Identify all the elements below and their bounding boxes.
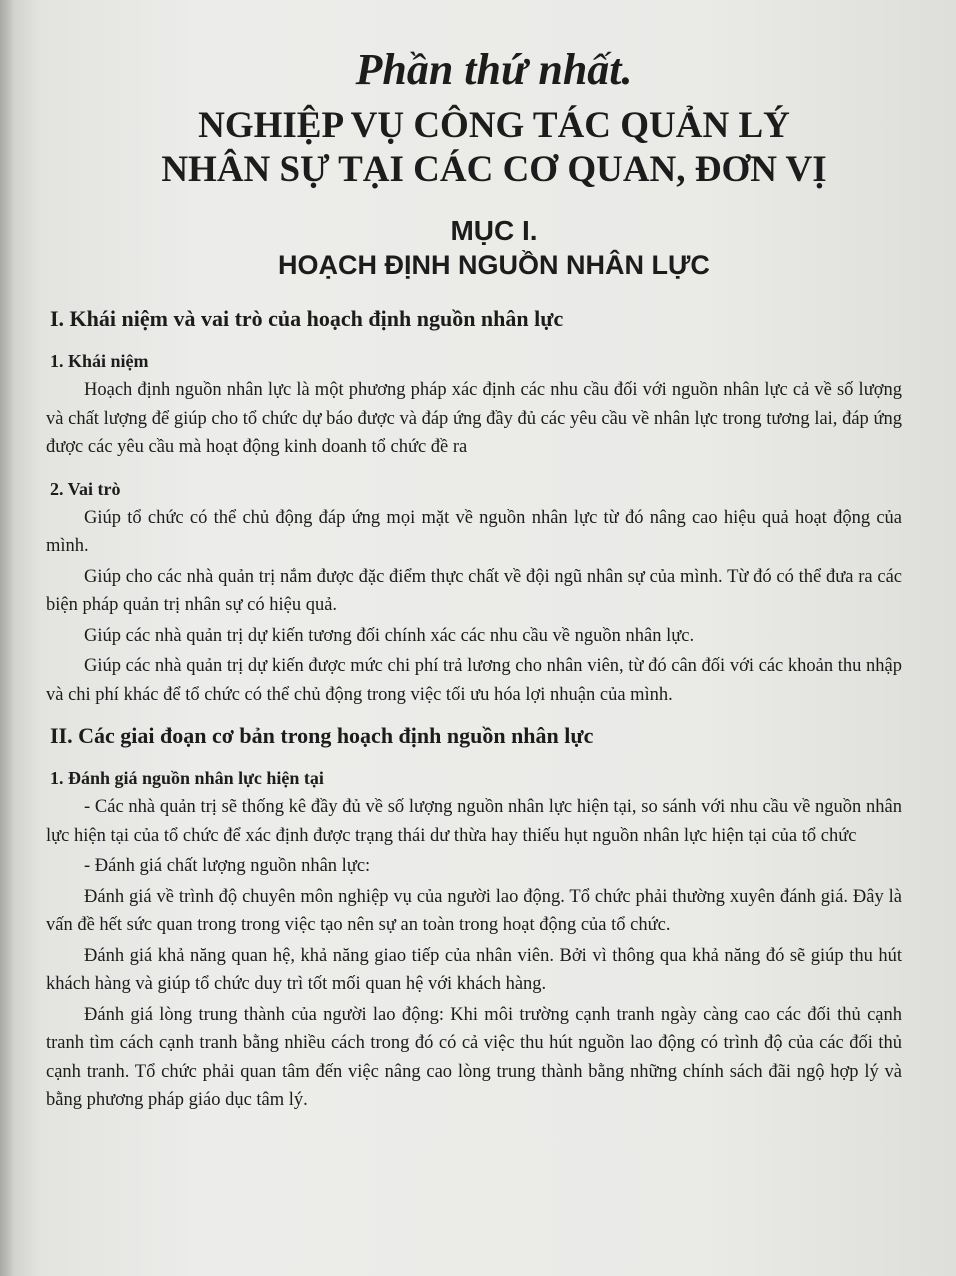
page-content — [46, 30, 902, 1115]
paragraph: Hoạch định nguồn nhân lực là một phương pháp xác định các nhu cầu đối với nguồn nhân lực cả về số lượng và chất lượng để giúp cho tổ chức dự báo được và đáp ứng đầy đủ các yêu cầu về nhân lực trong tương lai, đáp ứng được các yêu cầu mà hoạt động kinh doanh tổ chức đề ra — [46, 380, 902, 457]
paragraph: Giúp cho các nhà quản trị nắm được đặc điểm thực chất về đội ngũ nhân sự của mình. Từ đó có thể đưa ra các biện pháp quản trị nhân sự có hiệu quả. — [46, 566, 902, 615]
heading-concept: 1. Khái niệm — [50, 351, 149, 371]
section-title: HOẠCH ĐỊNH NGUỒN NHÂN LỰC — [278, 250, 710, 280]
heading-part-1: I. Khái niệm và vai trò của hoạch định nguồn nhân lực — [50, 306, 564, 331]
paragraph: - Đánh giá chất lượng nguồn nhân lực: — [84, 856, 371, 876]
heading-role: 2. Vai trò — [50, 478, 121, 499]
heading-part-2: II. Các giai đoạn cơ bản trong hoạch định nguồn nhân lực — [50, 723, 594, 748]
main-title-line-1: NGHIỆP VỤ CÔNG TÁC QUẢN LÝ — [198, 105, 790, 146]
heading-assessment: 1. Đánh giá nguồn nhân lực hiện tại — [50, 768, 324, 788]
page-gutter-shadow — [0, 0, 14, 1276]
paragraph: Giúp các nhà quản trị dự kiến được mức chi phí trả lương cho nhân viên, từ đó cân đối với các khoản thu nhập và chi phí khác để tổ chức có thể chủ động trong việc tối ưu hóa lợi nhuận của mình. — [46, 656, 902, 705]
part-title: Phần thứ nhất. — [355, 45, 633, 94]
paragraph: Giúp tổ chức có thể chủ động đáp ứng mọi mặt về nguồn nhân lực từ đó nâng cao hiệu quả hoạt động của mình. — [46, 507, 902, 556]
paragraph: Đánh giá lòng trung thành của người lao động: Khi môi trường cạnh tranh ngày càng cao các đối thủ cạnh tranh tìm cách cạnh tranh bằng nhiều cách trong đó có cả việc thu hút nguồn lao động có trình độ của các đối thủ cạnh tranh. Tổ chức phải quan tâm đến việc nâng cao lòng trung thành bằng những chính sách đãi ngộ hợp lý và bằng phương pháp giáo dục tâm lý. — [46, 1004, 902, 1110]
paragraph: - Các nhà quản trị sẽ thống kê đầy đủ về số lượng nguồn nhân lực hiện tại, so sánh với nhu cầu về nguồn nhân lực hiện tại của tổ chức để xác định được trạng thái dư thừa hay thiếu hụt nguồn nhân lực hiện tại của tổ chức — [46, 797, 902, 846]
main-title-line-2: NHÂN SỰ TẠI CÁC CƠ QUAN, ĐƠN VỊ — [161, 149, 827, 190]
paragraph: Đánh giá về trình độ chuyên môn nghiệp vụ của người lao động. Tổ chức phải thường xuyên đánh giá. Đây là vấn đề hết sức quan trong trong việc tạo nên sự an toàn trong hoạt động của tổ chức. — [46, 886, 902, 935]
main-title — [86, 104, 902, 192]
paragraph: Đánh giá khả năng quan hệ, khả năng giao tiếp của nhân viên. Bởi vì thông qua khả năng đó sẽ giúp thu hút khách hàng và giúp tổ chức duy trì tốt mối quan hệ với khách hàng. — [46, 945, 902, 994]
section-label: MỤC I. — [450, 215, 538, 246]
paragraph: Giúp các nhà quản trị dự kiến tương đối chính xác các nhu cầu về nguồn nhân lực. — [84, 625, 695, 646]
